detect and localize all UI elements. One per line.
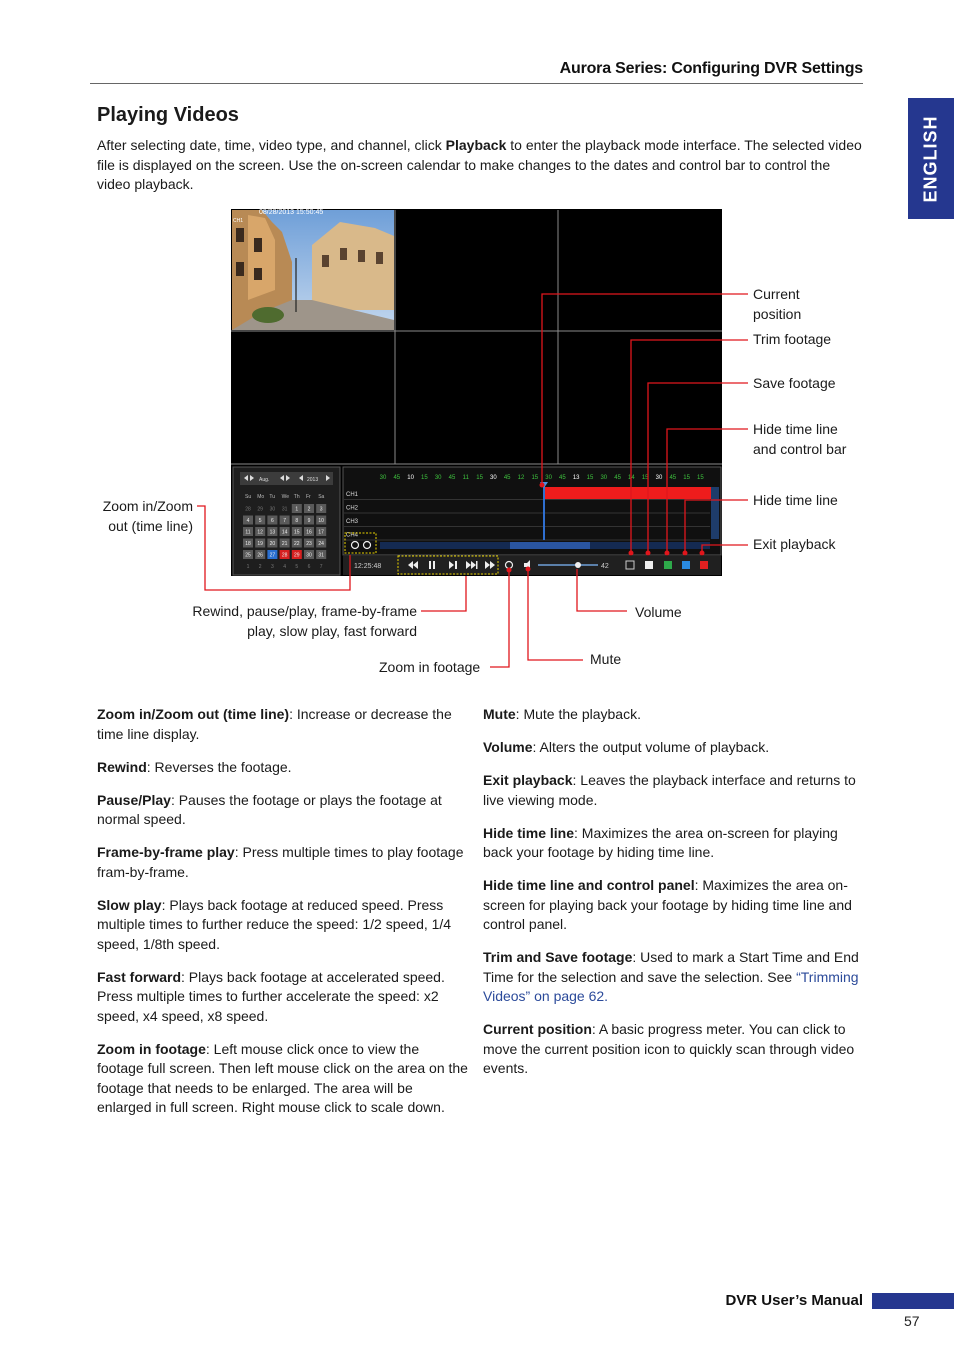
calendar-day: 12 [257, 529, 263, 536]
definitions-right [483, 705, 863, 1092]
calendar-day: 24 [318, 541, 324, 547]
calendar-day: 30 [269, 506, 276, 513]
calendar-day: 7 [319, 564, 323, 570]
volume-value: 42 [601, 563, 609, 570]
callout-hide-timeline-control: Hide time line and control bar [753, 421, 847, 457]
video-frame [232, 209, 394, 330]
callout-hide-timeline: Hide time line [753, 492, 838, 508]
playback-clock: 12:25:48 [354, 563, 382, 570]
intro-text-1: After selecting date, time, video type, and channel, click [97, 137, 446, 153]
definition-item: Slow play: Plays back footage at reduced speed. Press multiple times to further reduce the speed: 1/2 speed, 1/4 speed, 1/8th speed. [97, 896, 452, 952]
callout-current-position: Current position [753, 286, 802, 322]
calendar-day: 30 [306, 552, 312, 559]
calendar-day: 13 [269, 529, 276, 536]
ruler-tick-label: 15 [683, 475, 690, 481]
ruler-tick-label: 30 [490, 475, 497, 481]
calendar-day: 4 [283, 564, 286, 570]
calendar-day: 23 [306, 541, 312, 547]
ruler-tick-label: 15 [641, 475, 649, 481]
video-channel-tag: CH1 [233, 218, 244, 224]
calendar-day: 8 [295, 518, 299, 524]
volume-knob [575, 562, 581, 568]
ruler-tick-label: 45 [669, 475, 677, 481]
footer-bar [872, 1293, 954, 1309]
calendar-day: 10 [318, 518, 324, 524]
trimming-videos-link[interactable]: “Trimming Videos” on page 62. [483, 968, 859, 1004]
calendar-day: 31 [281, 506, 288, 513]
ruler-tick-label: 30 [655, 475, 663, 481]
calendar-day: 3 [319, 506, 323, 513]
definition-item: Fast forward: Plays back footage at accelerated speed. Press multiple times to further accelerate the speed: x2 speed, x4 speed, x8 speed. [97, 968, 445, 1024]
ruler-tick-label: 45 [503, 475, 511, 481]
ruler-tick-label: 45 [559, 475, 566, 481]
calendar-day: 1 [295, 506, 299, 513]
calendar-day: 19 [257, 541, 263, 547]
calendar-weekday: Tu [269, 494, 276, 500]
language-tab-label: ENGLISH [920, 114, 941, 203]
calendar-day: 3 [271, 564, 274, 570]
calendar-weekday: Mo [257, 494, 265, 500]
calendar-day: 27 [269, 552, 276, 559]
calendar-day: 14 [281, 529, 288, 536]
calendar-year: 2013 [307, 477, 319, 483]
callout-trim-footage: Trim footage [753, 331, 832, 347]
video-timestamp: 08/28/2013 15:50:45 [259, 209, 324, 216]
ruler-tick-label: 15 [531, 475, 539, 481]
ruler-tick-label: 45 [614, 475, 621, 481]
page-number: 57 [904, 1313, 920, 1329]
save-icon [645, 561, 653, 569]
definition-item: Hide time line: Maximizes the area on-screen for playing back your footage by hiding time line. [483, 824, 838, 860]
definition-item: Trim and Save footage: Used to mark a Start Time and End Time for the selection and save the selection. See “Trimming Videos” on page 62. [483, 949, 859, 1004]
ruler-tick-label: 30 [600, 475, 608, 481]
calendar-day: 5 [258, 518, 262, 524]
definitions-left [97, 705, 469, 1131]
calendar-weekday: Su [245, 494, 252, 500]
ruler-tick-label: 15 [476, 475, 483, 481]
calendar-day: 1 [246, 564, 250, 570]
ruler-tick-label: 15 [697, 475, 704, 481]
calendar-weekday: We [281, 494, 290, 500]
callout-zoom-timeline: Zoom in/Zoom out (time line) [102, 498, 193, 534]
callout-volume: Volume [635, 604, 682, 620]
channel-label: CH1 [346, 492, 359, 498]
ruler-tick-label: 30 [379, 475, 387, 481]
calendar-day: 7 [283, 518, 286, 524]
calendar-weekday: Fr [306, 494, 311, 500]
ruler-tick-label: 30 [434, 475, 442, 481]
calendar-day: 15 [294, 529, 300, 536]
calendar-day: 6 [307, 564, 311, 570]
definition-item: Exit playback: Leaves the playback interface and returns to live viewing mode. [483, 772, 856, 808]
running-header: Aurora Series: Configuring DVR Settings [559, 60, 863, 77]
ruler-tick-label: 15 [586, 475, 594, 481]
intro-text-2: to enter the playback mode interface. The selected video file is displayed on the screen. Use the on-screen calendar to make changes to the dates and control bar to control the video playback. [97, 137, 862, 192]
calendar-day: 16 [306, 529, 312, 536]
ruler-tick-label: 15 [421, 475, 428, 481]
callout-mute: Mute [590, 651, 622, 667]
ruler-tick-label: 14 [628, 475, 635, 481]
calendar-day: 4 [246, 518, 250, 524]
ruler-tick-label: 10 [407, 475, 414, 481]
calendar-day: 26 [257, 552, 263, 559]
definition-item: Frame-by-frame play: Press multiple times to play footage fram-by-frame. [97, 844, 464, 880]
definition-item: Rewind: Reverses the footage. [97, 758, 292, 775]
calendar-day: 6 [271, 518, 274, 524]
calendar-day: 11 [245, 529, 251, 536]
channel-label: CH4 [346, 532, 359, 539]
callout-save-footage: Save footage [753, 375, 836, 391]
ruler-tick-label: 11 [462, 475, 469, 481]
calendar-day: 22 [294, 541, 300, 547]
definition-item: Volume: Alters the output volume of playback. [483, 739, 770, 755]
callout-transport: Rewind, pause/play, frame-by-frame play, slow play, fast forward [192, 603, 417, 639]
calendar-day: 2 [258, 564, 262, 570]
footer-title: DVR User’s Manual [725, 1292, 863, 1309]
calendar-day: 25 [245, 552, 251, 559]
calendar-day: 28 [245, 506, 251, 513]
callout-exit-playback: Exit playback [753, 536, 836, 552]
channel-label: CH2 [346, 505, 359, 512]
calendar-day: 9 [307, 518, 311, 524]
calendar-day: 29 [294, 552, 300, 559]
calendar-month: Aug. [259, 477, 270, 483]
definition-item: Zoom in/Zoom out (time line): Increase or decrease the time line display. [97, 706, 452, 742]
exit-playback-icon [700, 561, 708, 569]
section-title: Playing Videos [97, 104, 239, 126]
ruler-tick-label: 45 [393, 475, 401, 481]
definition-item: Zoom in footage: Left mouse click once to view the footage full screen. Then left mouse click on the area on the footage that needs to be enlarged. The area will be enlarged in full screen. Right mouse click to scale down. [97, 1040, 468, 1115]
hide-timeline-control-icon [664, 561, 672, 569]
definition-item: Mute: Mute the playback. [483, 706, 641, 722]
calendar-day: 5 [295, 564, 299, 570]
recorded-segment [544, 487, 712, 499]
hide-timeline-icon [682, 561, 690, 569]
calendar-day: 21 [281, 541, 288, 547]
ruler-tick-label: 30 [545, 475, 552, 481]
calendar-weekday: Sa [318, 494, 325, 500]
calendar-day: 2 [307, 506, 311, 513]
calendar-day: 29 [257, 506, 263, 513]
calendar-day: 20 [269, 541, 276, 547]
definition-item: Current position: A basic progress meter. You can click to move the current position icon to quickly scan through video events. [483, 1021, 855, 1076]
ruler-tick-label: 12 [517, 475, 525, 481]
definition-item: Hide time line and control panel: Maximizes the area on-screen for playing back your footage by hiding time line and control panel. [483, 877, 852, 932]
calendar-day: 17 [318, 529, 324, 536]
ruler-tick-label: 45 [448, 475, 456, 481]
intro-bold: Playback [445, 137, 507, 153]
calendar-day: 18 [245, 541, 251, 547]
channel-label: CH3 [346, 519, 359, 525]
calendar-day: 31 [318, 552, 324, 559]
calendar-weekday: Th [293, 494, 300, 500]
calendar-day: 28 [281, 552, 288, 559]
ruler-tick-label: 13 [572, 475, 580, 481]
definition-item: Pause/Play: Pauses the footage or plays the footage at normal speed. [97, 791, 442, 827]
callout-zoom-footage: Zoom in footage [379, 659, 481, 675]
pause-icon [429, 561, 431, 569]
